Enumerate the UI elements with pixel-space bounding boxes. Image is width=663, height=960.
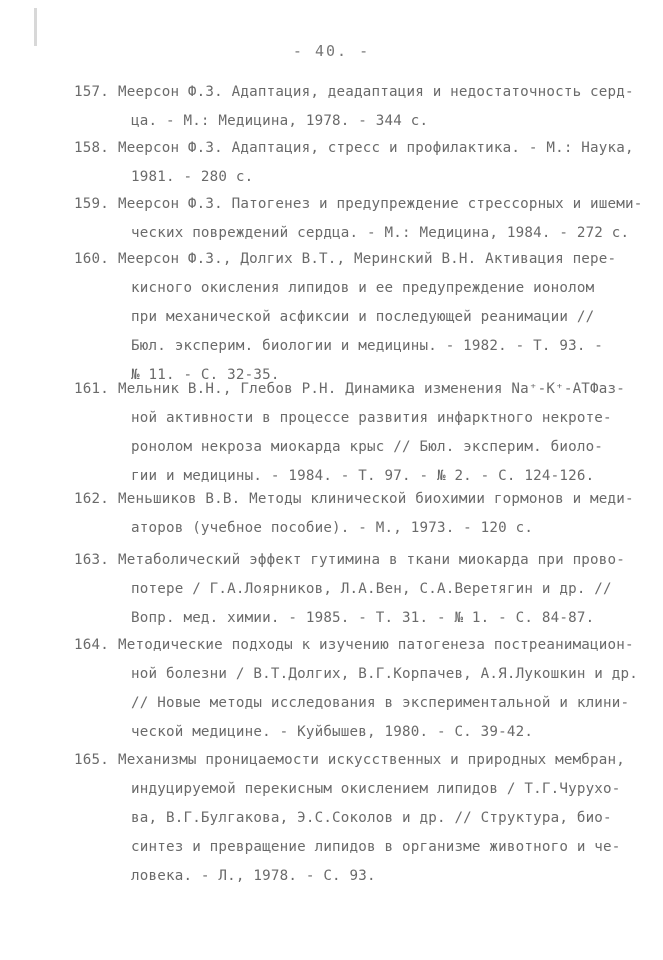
entry-number: 165. (74, 752, 109, 768)
entry-line: ной активности в процессе развития инфарктного некроте- (131, 410, 612, 426)
entry-line: Меньшиков В.В. Методы клинической биохимии гормонов и меди- (118, 491, 634, 507)
entry-number: 162. (74, 491, 109, 507)
bibliography-entry (0, 631, 663, 747)
entry-number: 161. (74, 381, 109, 397)
entry-line: при механической асфиксии и последующей реанимации // (131, 309, 595, 325)
entry-line: Меерсон Ф.З. Адаптация, деадаптация и недостаточность серд- (118, 84, 634, 100)
entry-line: ческих повреждений сердца. - М.: Медицина, 1984. - 272 с. (131, 225, 630, 241)
scan-edge-mark (34, 8, 37, 46)
bibliography-entry (0, 375, 663, 491)
bibliography-entry (0, 245, 663, 390)
entry-line: ческой медицине. - Куйбышев, 1980. - С. 39-42. (131, 724, 534, 740)
entry-number: 159. (74, 196, 109, 212)
entry-line: Мельник В.Н., Глебов Р.Н. Динамика изменения Na⁺-K⁺-АТФаз- (118, 381, 626, 397)
bibliography-entry (0, 190, 663, 248)
entry-number: 163. (74, 552, 109, 568)
entry-number: 160. (74, 251, 109, 267)
entry-line: аторов (учебное пособие). - М., 1973. - 120 с. (131, 520, 534, 536)
entry-line: ловека. - Л., 1978. - С. 93. (131, 868, 376, 884)
entry-line: ной болезни / В.Т.Долгих, В.Г.Корпачев, А.Я.Лукошкин и др. (131, 666, 639, 682)
entry-line: Меерсон Ф.З. Адаптация, стресс и профилактика. - М.: Наука, (118, 140, 634, 156)
bibliography-entry (0, 134, 663, 192)
entry-line: ца. - М.: Медицина, 1978. - 344 с. (131, 113, 429, 129)
entry-line: Механизмы проницаемости искусственных и природных мембран, (118, 752, 626, 768)
entry-line: кисного окисления липидов и ее предупреждение ионолом (131, 280, 595, 296)
entry-line: 1981. - 280 с. (131, 169, 254, 185)
entry-line: Методические подходы к изучению патогенеза постреанимацион- (118, 637, 634, 653)
entry-line: № 11. - С. 32-35. (131, 367, 280, 383)
entry-line: Меерсон Ф.З., Долгих В.Т., Меринский В.Н. Активация пере- (118, 251, 617, 267)
entry-line: индуцируемой перекисным окислением липидов / Т.Г.Чурухо- (131, 781, 621, 797)
entry-line: Метаболический эффект гутимина в ткани миокарда при прово- (118, 552, 626, 568)
entry-line: Бюл. эксперим. биологии и медицины. - 1982. - Т. 93. - (131, 338, 604, 354)
entry-line: потере / Г.А.Лоярников, Л.А.Вен, С.А.Веретягин и др. // (131, 581, 612, 597)
bibliography-entry (0, 546, 663, 633)
entry-line: Вопр. мед. химии. - 1985. - Т. 31. - № 1. - С. 84-87. (131, 610, 595, 626)
entry-number: 158. (74, 140, 109, 156)
entry-line: гии и медицины. - 1984. - Т. 97. - № 2. - С. 124-126. (131, 468, 595, 484)
entry-line: синтез и превращение липидов в организме животного и че- (131, 839, 621, 855)
page-number: - 40. - (292, 42, 371, 60)
entry-number: 164. (74, 637, 109, 653)
bibliography-entry (0, 78, 663, 136)
entry-number: 157. (74, 84, 109, 100)
entry-line: ва, В.Г.Булгакова, Э.С.Соколов и др. // Структура, био- (131, 810, 612, 826)
bibliography-entry (0, 485, 663, 543)
entry-line: Меерсон Ф.З. Патогенез и предупреждение стрессорных и ишеми- (118, 196, 643, 212)
entry-line: // Новые методы исследования в экспериментальной и клини- (131, 695, 630, 711)
entry-line: ронолом некроза миокарда крыс // Бюл. эксперим. биоло- (131, 439, 604, 455)
bibliography-entry (0, 746, 663, 891)
